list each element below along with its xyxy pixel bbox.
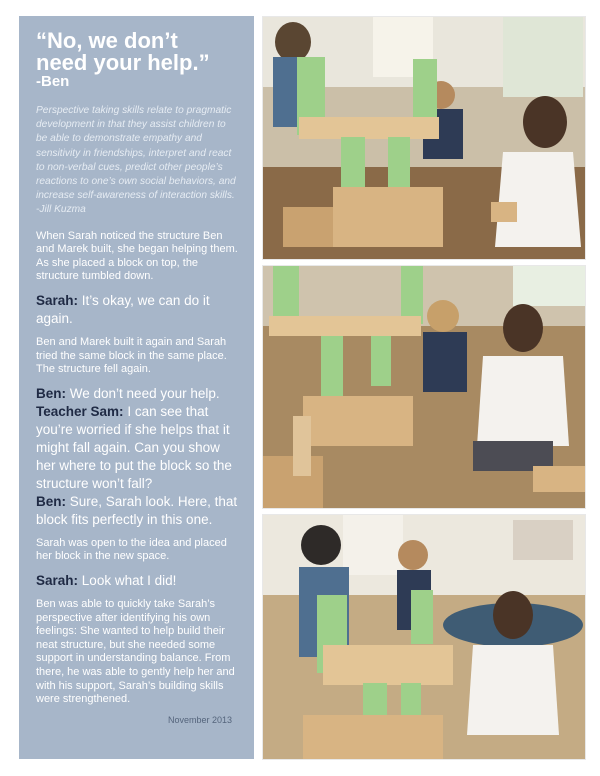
story-paragraph-3: Sarah was open to the idea and placed her block in the new space.	[36, 536, 227, 563]
photo-2	[262, 265, 586, 509]
title-byline: -Ben	[36, 73, 70, 90]
dialogue-ben-2	[36, 493, 238, 529]
dialogue-teacher	[36, 403, 238, 493]
date-label: November 2013	[167, 715, 232, 725]
dialogue-text: Sure, Sarah look. Here, that block fits perfectly in this one.	[36, 493, 238, 527]
dialogue-sarah-1	[36, 292, 238, 328]
speaker-label: Sarah:	[36, 293, 79, 308]
speaker-label: Sarah:	[36, 572, 79, 588]
photo-1	[262, 16, 586, 260]
dialogue-text: It’s okay, we can do it again.	[36, 293, 210, 326]
title-line-1: “No, we don’t	[36, 28, 178, 53]
speaker-label: Teacher Sam:	[36, 403, 124, 419]
story-paragraph-1: When Sarah noticed the structure Ben and Marek built, she began helping them. As she placed a block on top, the structure tumbled down.	[36, 229, 238, 283]
dialogue-ben-1	[36, 385, 238, 403]
story-paragraph-4: Ben was able to quickly take Sarah’s perspective after identifying his own feelings: She wanted to help build their neat structure, but she needed some support in understanding balance. From there, he was able to gently help her and with his support, Sarah’s building skills were strengthened.	[36, 597, 235, 706]
photo-3	[262, 514, 586, 760]
dialogue-block	[36, 385, 238, 529]
text-panel	[19, 16, 254, 759]
dialogue-text: Look what I did!	[81, 572, 177, 588]
title-line-2: need your help.”	[36, 50, 210, 75]
research-quote: Perspective taking skills relate to pragmatic development in that they assist children to be able to demonstrate empathy and sensitivity in friendships, interpret and react to non-verbal cues, predict other people’s reactions to one’s own social behaviors, and increase self-awareness of interaction skills. -Jill Kuzma	[36, 105, 236, 216]
speaker-label: Ben:	[36, 493, 66, 509]
speaker-label: Ben:	[36, 385, 66, 401]
page-title	[36, 30, 238, 74]
dialogue-text: We don’t need your help.	[69, 385, 220, 401]
dialogue-sarah-2	[36, 572, 238, 590]
dialogue-text: I can see that you’re worried if she helps that it might fall again. Can you show her where to put the block so the structure won’t fall?	[36, 403, 232, 491]
story-paragraph-2: Ben and Marek built it again and Sarah tried the same block in the same place. The structure fell again.	[36, 336, 227, 376]
